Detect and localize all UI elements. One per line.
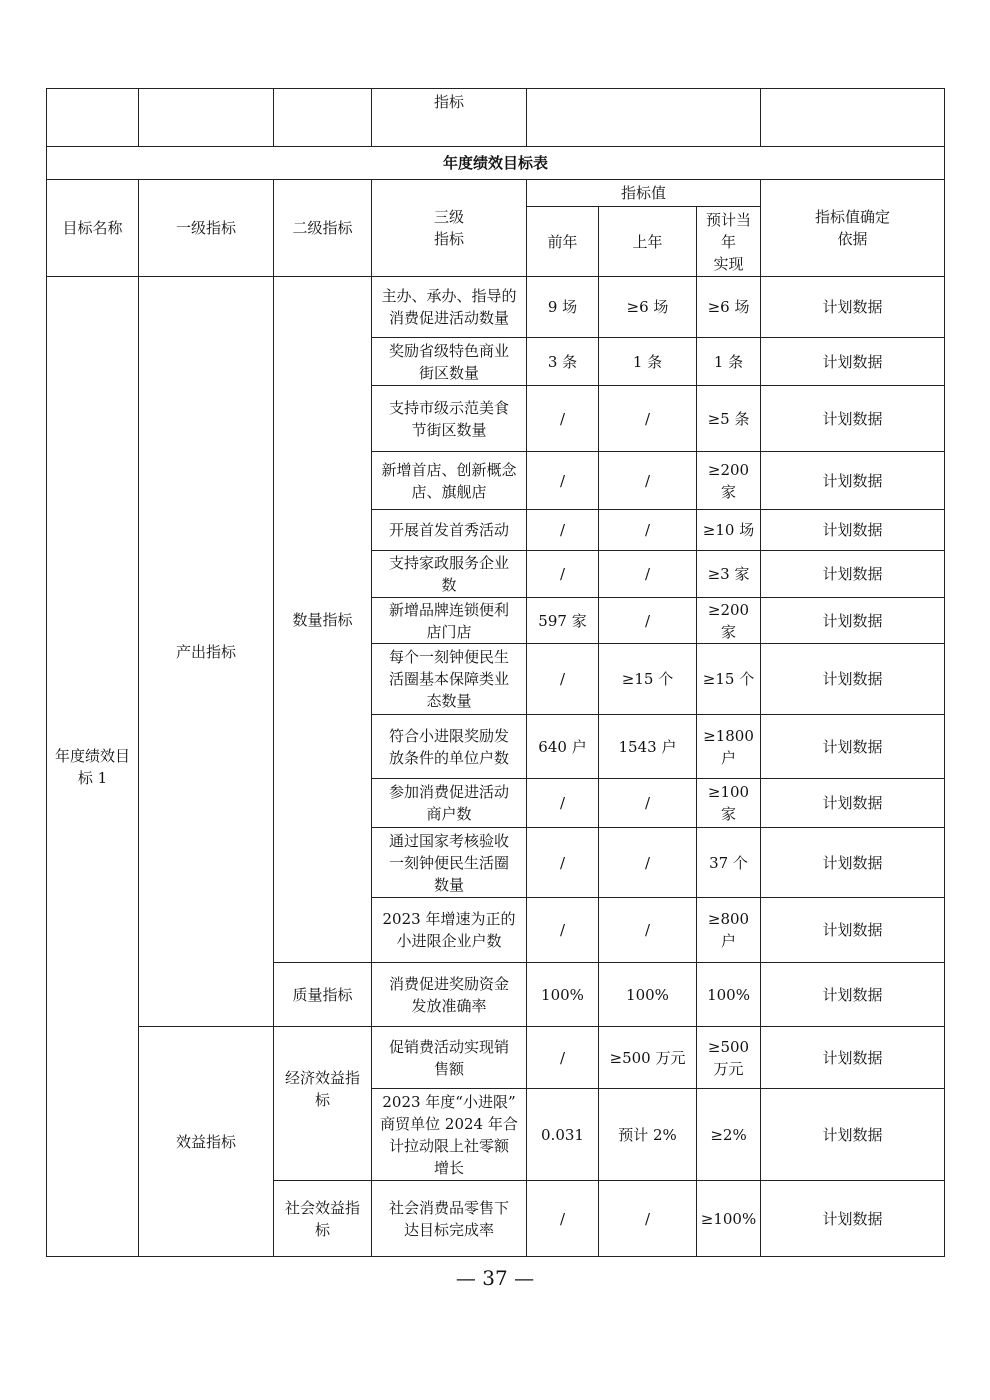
- indicator-name: 2023 年增速为正的 小进限企业户数: [372, 898, 527, 963]
- indicator-name: 支持市级示范美食 节街区数量: [372, 386, 527, 452]
- last-year-value: /: [599, 598, 697, 644]
- current-year-value: ≥2%: [697, 1089, 761, 1181]
- current-year-value: ≥3 家: [697, 551, 761, 598]
- last-year-value: /: [599, 551, 697, 598]
- indicator-name: 参加消费促进活动 商户数: [372, 779, 527, 828]
- prev-year-value: /: [527, 1181, 599, 1257]
- prev-year-value: 640 户: [527, 715, 599, 779]
- level2-economic-cell: 经济效益指 标: [274, 1027, 372, 1181]
- level3-fragment: 指标: [372, 89, 527, 147]
- indicator-name: 2023 年度“小进限” 商贸单位 2024 年合 计拉动限上社零额 增长: [372, 1089, 527, 1181]
- basis-value: 计划数据: [761, 715, 945, 779]
- prev-year-value: /: [527, 644, 599, 715]
- basis-value: 计划数据: [761, 452, 945, 510]
- header-current-year: 预计当 年 实现: [697, 207, 761, 277]
- continuation-row: [47, 89, 945, 147]
- prev-year-value: 9 场: [527, 277, 599, 338]
- current-year-value: ≥15 个: [697, 644, 761, 715]
- current-year-value: ≥200 家: [697, 452, 761, 510]
- last-year-value: ≥500 万元: [599, 1027, 697, 1089]
- current-year-value: ≥100 家: [697, 779, 761, 828]
- goal-name-cell: 年度绩效目 标 1: [47, 277, 139, 1257]
- prev-year-value: /: [527, 898, 599, 963]
- empty-cell: [274, 89, 372, 147]
- level2-quality-cell: 质量指标: [274, 963, 372, 1027]
- prev-year-value: /: [527, 779, 599, 828]
- last-year-value: ≥6 场: [599, 277, 697, 338]
- last-year-value: /: [599, 779, 697, 828]
- empty-cell: [139, 89, 274, 147]
- indicator-name: 符合小进限奖励发 放条件的单位户数: [372, 715, 527, 779]
- basis-value: 计划数据: [761, 1181, 945, 1257]
- prev-year-value: 3 条: [527, 338, 599, 386]
- table-title: 年度绩效目标表: [47, 147, 945, 180]
- current-year-value: 37 个: [697, 828, 761, 898]
- indicator-name: 每个一刻钟便民生 活圈基本保障类业 态数量: [372, 644, 527, 715]
- current-year-value: ≥10 场: [697, 510, 761, 551]
- page-number: — 37 —: [455, 1266, 535, 1290]
- current-year-value: ≥200 家: [697, 598, 761, 644]
- current-year-value: ≥800 户: [697, 898, 761, 963]
- current-year-value: ≥500 万元: [697, 1027, 761, 1089]
- current-year-value: 1 条: [697, 338, 761, 386]
- performance-target-table: [46, 88, 945, 1257]
- table-row: [47, 277, 945, 338]
- indicator-name: 消费促进奖励资金 发放准确率: [372, 963, 527, 1027]
- indicator-name: 通过国家考核验收 一刻钟便民生活圈 数量: [372, 828, 527, 898]
- basis-value: 计划数据: [761, 510, 945, 551]
- basis-value: 计划数据: [761, 338, 945, 386]
- indicator-name: 新增品牌连锁便利 店门店: [372, 598, 527, 644]
- prev-year-value: /: [527, 386, 599, 452]
- basis-value: 计划数据: [761, 386, 945, 452]
- prev-year-value: /: [527, 1027, 599, 1089]
- table-row: [47, 1027, 945, 1089]
- basis-value: 计划数据: [761, 898, 945, 963]
- last-year-value: 100%: [599, 963, 697, 1027]
- indicator-name: 社会消费品零售下 达目标完成率: [372, 1181, 527, 1257]
- last-year-value: /: [599, 1181, 697, 1257]
- last-year-value: 1 条: [599, 338, 697, 386]
- empty-cell: [527, 89, 761, 147]
- level2-quantity-cell: 数量指标: [274, 277, 372, 963]
- header-level3: 三级 指标: [372, 180, 527, 277]
- last-year-value: /: [599, 510, 697, 551]
- prev-year-value: /: [527, 452, 599, 510]
- header-level2: 二级指标: [274, 180, 372, 277]
- indicator-name: 主办、承办、指导的 消费促进活动数量: [372, 277, 527, 338]
- basis-value: 计划数据: [761, 779, 945, 828]
- basis-value: 计划数据: [761, 277, 945, 338]
- last-year-value: /: [599, 828, 697, 898]
- basis-value: 计划数据: [761, 1089, 945, 1181]
- prev-year-value: 0.031: [527, 1089, 599, 1181]
- header-row-1: [47, 180, 945, 207]
- indicator-name: 新增首店、创新概念 店、旗舰店: [372, 452, 527, 510]
- prev-year-value: /: [527, 828, 599, 898]
- current-year-value: ≥1800 户: [697, 715, 761, 779]
- last-year-value: /: [599, 386, 697, 452]
- basis-value: 计划数据: [761, 963, 945, 1027]
- empty-cell: [47, 89, 139, 147]
- current-year-value: ≥100%: [697, 1181, 761, 1257]
- level1-benefit-cell: 效益指标: [139, 1027, 274, 1257]
- last-year-value: /: [599, 898, 697, 963]
- prev-year-value: 100%: [527, 963, 599, 1027]
- indicator-name: 促销费活动实现销 售额: [372, 1027, 527, 1089]
- current-year-value: ≥6 场: [697, 277, 761, 338]
- current-year-value: ≥5 条: [697, 386, 761, 452]
- last-year-value: 预计 2%: [599, 1089, 697, 1181]
- basis-value: 计划数据: [761, 828, 945, 898]
- basis-value: 计划数据: [761, 598, 945, 644]
- prev-year-value: /: [527, 551, 599, 598]
- prev-year-value: /: [527, 510, 599, 551]
- header-goal-name: 目标名称: [47, 180, 139, 277]
- header-prev-year: 前年: [527, 207, 599, 277]
- title-row: [47, 147, 945, 180]
- empty-cell: [761, 89, 945, 147]
- basis-value: 计划数据: [761, 1027, 945, 1089]
- header-last-year: 上年: [599, 207, 697, 277]
- basis-value: 计划数据: [761, 551, 945, 598]
- header-indicator-value: 指标值: [527, 180, 761, 207]
- prev-year-value: 597 家: [527, 598, 599, 644]
- indicator-name: 支持家政服务企业 数: [372, 551, 527, 598]
- current-year-value: 100%: [697, 963, 761, 1027]
- indicator-name: 开展首发首秀活动: [372, 510, 527, 551]
- header-level1: 一级指标: [139, 180, 274, 277]
- indicator-name: 奖励省级特色商业 街区数量: [372, 338, 527, 386]
- last-year-value: ≥15 个: [599, 644, 697, 715]
- basis-value: 计划数据: [761, 644, 945, 715]
- header-basis: 指标值确定 依据: [761, 180, 945, 277]
- level2-social-cell: 社会效益指 标: [274, 1181, 372, 1257]
- last-year-value: /: [599, 452, 697, 510]
- last-year-value: 1543 户: [599, 715, 697, 779]
- level1-output-cell: 产出指标: [139, 277, 274, 1027]
